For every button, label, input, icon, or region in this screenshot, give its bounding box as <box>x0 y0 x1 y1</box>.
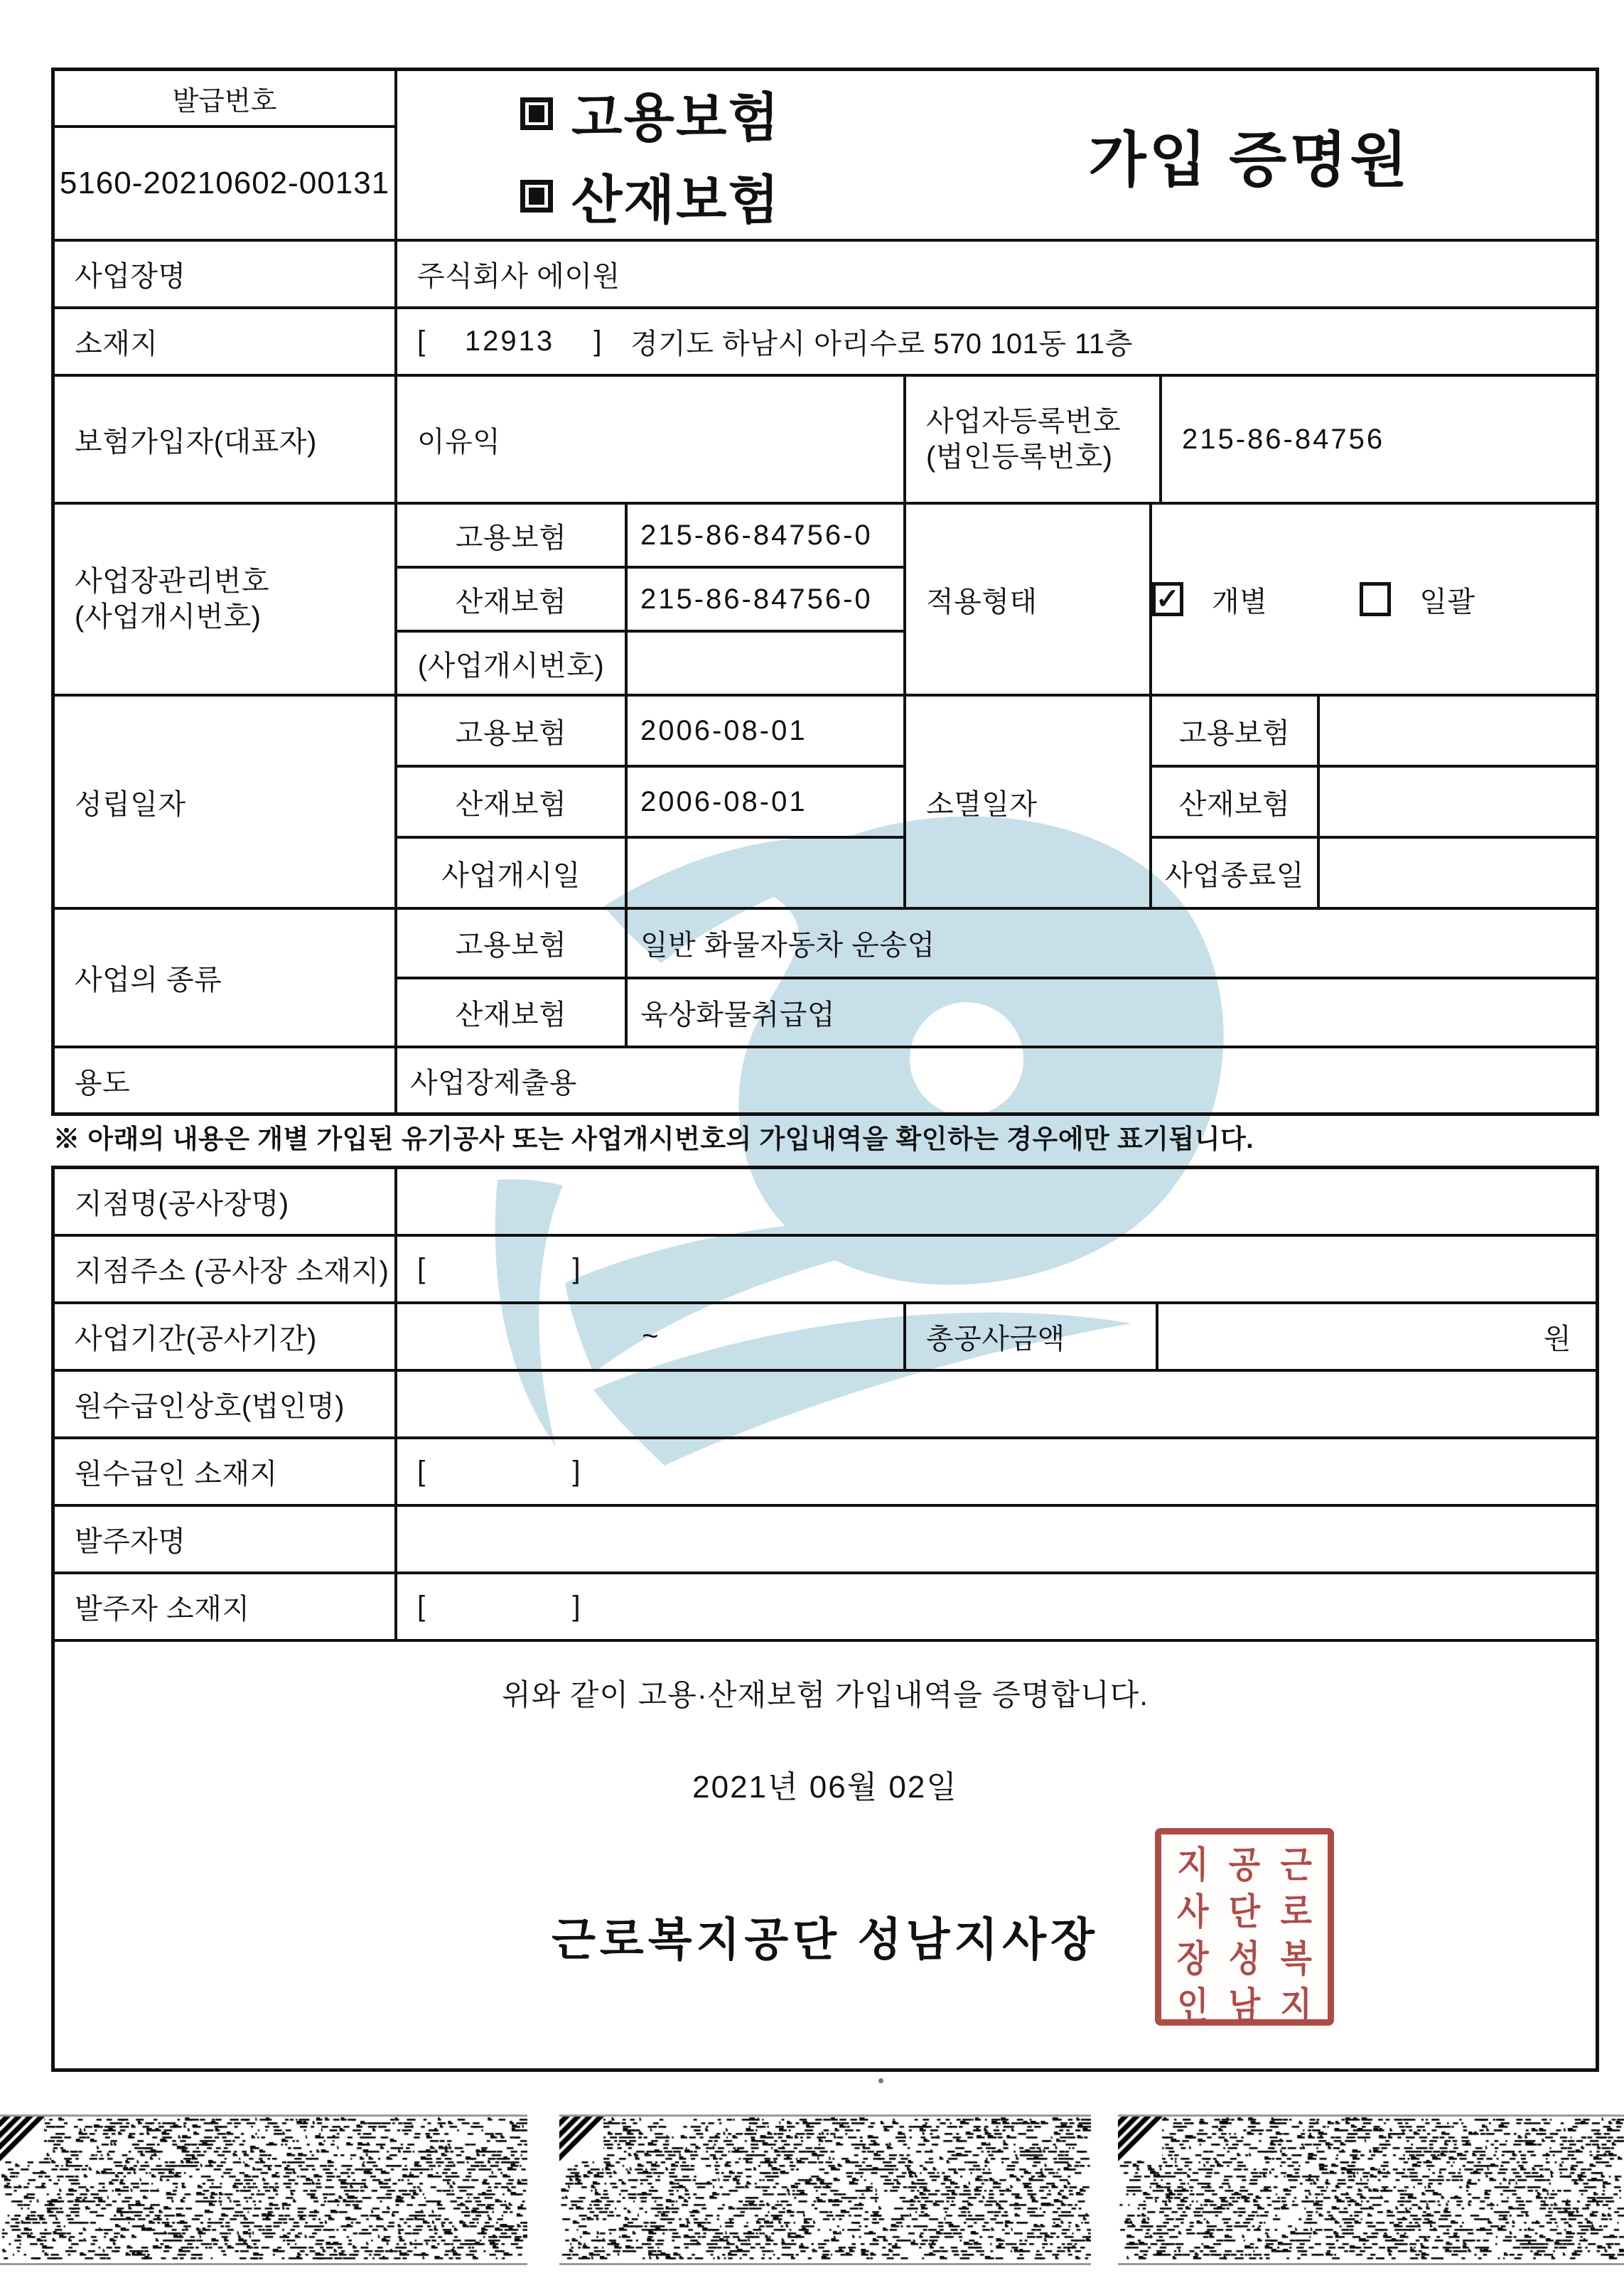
amount-unit: 원 <box>1543 1323 1571 1355</box>
reg-label-line2: (법인등록번호) <box>926 441 1113 473</box>
prime-contractor-address-row <box>55 1439 1596 1507</box>
termination-row-industrial <box>1152 768 1596 839</box>
establish-industrial-key: 산재보험 <box>397 768 628 836</box>
insured-person-name: 이유익 <box>397 377 906 502</box>
workplace-address-value <box>397 309 1596 374</box>
site-name-label: 지점명(공사장명) <box>55 1169 397 1234</box>
postal-code-bracket <box>417 326 602 358</box>
mgmt-label-line2: (사업개시번호) <box>75 601 262 633</box>
purpose-value: 사업장제출용 <box>410 1067 577 1099</box>
seal-character: 공 <box>1228 1844 1261 1886</box>
security-barcode-3 <box>1118 2115 1624 2265</box>
seal-character: 로 <box>1280 1891 1312 1933</box>
construction-detail-table <box>51 1166 1599 2072</box>
title-block <box>397 71 1596 239</box>
establish-date-subtable <box>397 697 906 907</box>
mgmt-number-label-text <box>75 564 269 635</box>
employment-insurance-title <box>520 76 780 151</box>
purpose-label: 용도 <box>55 1048 397 1112</box>
prime-contractor-name-label: 원수급인상호(법인명) <box>55 1372 397 1436</box>
orderer-name-value <box>397 1507 1596 1571</box>
bracket-close: ] <box>593 326 602 357</box>
mgmt-label-line1: 사업장관리번호 <box>75 566 269 597</box>
address-text: 경기도 하남시 아리수로 570 101동 11층 <box>630 328 1133 360</box>
business-type-employment-value: 일반 화물자동차 운송업 <box>640 930 935 962</box>
footnote: ※ 아래의 내용은 개별 가입된 유기공사 또는 사업개시번호의 가입내역을 확인하는 경우에만 표기됩니다. <box>53 1124 1254 1154</box>
site-address-row <box>55 1237 1596 1304</box>
empty-checkbox-icon <box>1360 582 1391 616</box>
certification-date: 2021년 06월 02일 <box>692 1770 958 1805</box>
termination-row-end-day <box>1152 839 1596 907</box>
site-address-value <box>397 1237 1596 1301</box>
certification-statement: 위와 같이 고용·산재보험 가입내역을 증명합니다. <box>502 1678 1149 1712</box>
orderer-name-label: 발주자명 <box>55 1507 397 1571</box>
mgmt-start-number-key: (사업개시번호) <box>397 633 628 694</box>
apply-option-blanket <box>1360 579 1475 620</box>
apply-option-individual <box>1152 579 1267 620</box>
seal-character: 근 <box>1280 1844 1312 1886</box>
period-separator: ~ <box>397 1304 906 1369</box>
establish-industrial-value: 2006-08-01 <box>640 785 807 817</box>
business-type-subtable <box>397 910 1596 1046</box>
industrial-insurance-title <box>520 158 780 234</box>
apply-option-individual-label: 개별 <box>1212 586 1268 618</box>
postal-bracket <box>417 1253 581 1285</box>
establish-start-day-value <box>628 839 903 907</box>
business-type-row-employment <box>397 910 1596 979</box>
establish-employment-value: 2006-08-01 <box>640 714 807 746</box>
prime-contractor-name-value <box>397 1372 1596 1436</box>
postal-code: 12913 <box>464 326 555 357</box>
document-title: 가입 증명원 <box>1088 126 1411 193</box>
business-type-row-industrial <box>397 979 1596 1046</box>
establish-row-start-day <box>397 839 903 907</box>
orderer-address-value <box>397 1574 1596 1639</box>
filled-checkbox-icon <box>520 97 553 130</box>
issue-number-label: 발급번호 <box>55 71 394 128</box>
seal-character: 성 <box>1228 1938 1261 1979</box>
security-barcode-1 <box>0 2115 527 2265</box>
site-name-value <box>397 1169 1596 1234</box>
employment-insurance-label: 고용보험 <box>571 88 780 147</box>
establish-date-label: 성립일자 <box>55 697 397 907</box>
header-block <box>55 71 1596 242</box>
seal-character: 인 <box>1177 1985 1209 2026</box>
insured-person-label: 보험가입자(대표자) <box>55 377 397 502</box>
certification-block <box>55 1642 1596 2068</box>
site-name-row <box>55 1169 1596 1237</box>
seal-character: 지 <box>1280 1985 1312 2026</box>
business-type-label: 사업의 종류 <box>55 910 397 1046</box>
bracket-open: [ <box>417 1253 426 1284</box>
workplace-address-row <box>55 309 1596 377</box>
issue-number-block <box>55 71 397 239</box>
seal-character: 남 <box>1228 1985 1261 2026</box>
mgmt-row-start-number <box>397 633 903 694</box>
business-period-label: 사업기간(공사기간) <box>55 1304 397 1369</box>
bracket-close: ] <box>572 1253 581 1284</box>
seal-character: 사 <box>1177 1891 1209 1933</box>
postal-bracket <box>417 1591 581 1623</box>
bracket-open: [ <box>417 326 426 357</box>
purpose-row <box>55 1048 1596 1112</box>
establish-date-block <box>55 697 1596 910</box>
bracket-close: ] <box>572 1456 581 1487</box>
establish-row-industrial <box>397 768 903 839</box>
apply-type-options <box>1152 505 1596 694</box>
business-type-industrial-value: 육상화물취급업 <box>640 999 835 1031</box>
termination-row-employment <box>1152 697 1596 768</box>
prime-contractor-address-label: 원수급인 소재지 <box>55 1439 397 1504</box>
site-address-label: 지점주소 (공사장 소재지) <box>55 1237 397 1301</box>
business-reg-number-value: 215-86-84756 <box>1182 423 1385 455</box>
mgmt-number-block <box>55 505 1596 697</box>
insured-person-row <box>55 377 1596 505</box>
issuer-name: 근로복지공단 성남지사장 <box>552 1914 1099 1965</box>
certificate-main-table <box>51 68 1599 1116</box>
termination-date-label: 소멸일자 <box>906 697 1152 907</box>
mgmt-start-number-value <box>628 633 903 694</box>
seal-character: 지 <box>1177 1844 1209 1886</box>
issue-number-value: 5160-20210602-00131 <box>59 166 390 200</box>
prime-contractor-address-value <box>397 1439 1596 1504</box>
seal-character: 장 <box>1177 1938 1209 1979</box>
termination-employment-value <box>1320 697 1596 765</box>
seal-character: 복 <box>1280 1938 1312 1979</box>
business-type-industrial-key: 산재보험 <box>397 979 628 1046</box>
bracket-open: [ <box>417 1591 426 1622</box>
filled-checkbox-icon <box>520 180 553 213</box>
orderer-address-label: 발주자 소재지 <box>55 1574 397 1639</box>
insurance-type-titles <box>397 76 903 234</box>
termination-date-subtable <box>1152 697 1596 907</box>
workplace-address-label: 소재지 <box>55 309 397 374</box>
security-barcode-2 <box>559 2115 1091 2265</box>
orderer-address-row <box>55 1574 1596 1642</box>
termination-employment-key: 고용보험 <box>1152 697 1320 765</box>
business-reg-number-label <box>906 377 1162 502</box>
apply-type-label: 적용형태 <box>906 505 1152 694</box>
apply-option-blanket-label: 일괄 <box>1419 586 1475 618</box>
mgmt-employment-value: 215-86-84756-0 <box>640 519 873 551</box>
mgmt-employment-key: 고용보험 <box>397 505 628 566</box>
orderer-name-row <box>55 1507 1596 1574</box>
workplace-name-label: 사업장명 <box>55 242 397 306</box>
reg-label-line1: 사업자등록번호 <box>926 406 1121 437</box>
establish-employment-key: 고용보험 <box>397 697 628 765</box>
business-reg-number-label-text <box>926 404 1121 475</box>
business-period-row <box>55 1304 1596 1372</box>
postal-bracket <box>417 1456 581 1488</box>
mgmt-industrial-key: 산재보험 <box>397 569 628 630</box>
bracket-open: [ <box>417 1456 426 1487</box>
mgmt-row-employment <box>397 505 903 569</box>
mgmt-industrial-value: 215-86-84756-0 <box>640 583 873 615</box>
mgmt-number-label <box>55 505 397 694</box>
mgmt-row-industrial <box>397 569 903 633</box>
total-amount-value <box>1158 1304 1596 1369</box>
checked-checkbox-icon: ✓ <box>1152 582 1183 616</box>
scan-artifact-dot <box>878 2078 883 2083</box>
workplace-name-row <box>55 242 1596 309</box>
termination-industrial-key: 산재보험 <box>1152 768 1320 836</box>
seal-character: 단 <box>1228 1891 1261 1933</box>
termination-end-day-value <box>1320 839 1596 907</box>
establish-start-day-key: 사업개시일 <box>397 839 628 907</box>
workplace-name-value: 주식회사 에이원 <box>417 261 620 292</box>
official-seal-stamp <box>1155 1828 1334 2026</box>
termination-end-day-key: 사업종료일 <box>1152 839 1320 907</box>
business-type-block <box>55 910 1596 1048</box>
establish-row-employment <box>397 697 903 768</box>
mgmt-number-subtable <box>397 505 906 694</box>
business-type-employment-key: 고용보험 <box>397 910 628 977</box>
total-amount-label: 총공사금액 <box>906 1304 1158 1369</box>
termination-industrial-value <box>1320 768 1596 836</box>
bracket-close: ] <box>572 1591 581 1622</box>
industrial-insurance-label: 산재보험 <box>571 171 780 230</box>
prime-contractor-name-row <box>55 1372 1596 1439</box>
